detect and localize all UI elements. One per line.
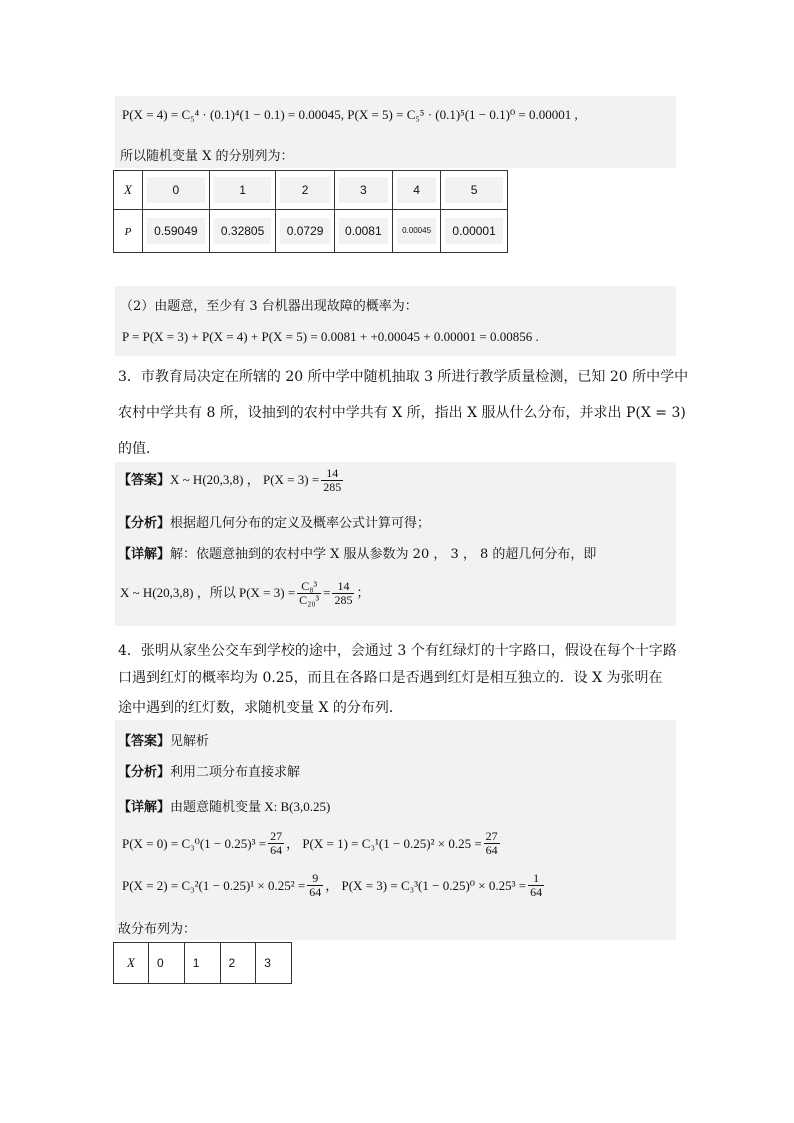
q4-equation-line2: P(X = 2) = C₃²(1 − 0.25)¹ × 0.25² = $\frac{9}{64}$ ， P(X = 3) = C₃³(1 − 0.25)⁰ × 0.25³ = $\frac{1}{64}$ [122,871,543,900]
table-cell: 0 [143,171,210,210]
q3-answer [118,467,345,494]
result-fraction: $\frac{14}{285}$ [334,579,353,608]
fraction: $\frac{27}{64}$ [270,829,283,858]
fraction: $\frac{9}{64}$ [309,871,322,900]
table-cell: 4 [392,171,440,210]
q4-text-line1: 4．张明从家坐公交车到学校的途中，会通过 3 个有红绿灯的十字路口，假设在每个十字路 [118,643,677,659]
table-cell: 0 [149,943,185,984]
detail-label: 【详解】 [118,547,171,562]
table-row [114,943,292,984]
q4-text-line2: 口遇到红灯的概率均为 0.25，而且在各路口是否遇到红灯是相互独立的．设 X 为张明在 [118,670,663,686]
table-cell: 0.00001 [441,210,508,253]
answer-text: X ~ H(20,3,8) ， P(X = 3) = [170,472,320,488]
formula-px4-px5: P(X = 4) = C₅⁴ · (0.1)⁴(1 − 0.1) = 0.00045, P(X = 5) = C₅⁵ · (0.1)⁵(1 − 0.1)⁰ = 0.00001 , [122,107,578,122]
table-cell: 1 [209,171,276,210]
q3-detail [118,543,596,562]
table-cell: P [114,210,143,253]
analysis-label: 【分析】 [118,516,171,531]
part2-heading: （2）由题意，至少有 3 台机器出现故障的概率为： [120,299,418,314]
table-cell: X [114,171,143,210]
table-row [114,171,508,210]
table-cell: 5 [441,171,508,210]
q4-detail: 【详解】由题意随机变量 X: B(3,0.25) [118,799,331,815]
table-cell: 0.0729 [276,210,334,253]
table-cell: 1 [184,943,220,984]
part2-formula: P = P(X = 3) + P(X = 4) + P(X = 5) = 0.0081 + +0.00045 + 0.00001 = 0.00856 . [122,329,539,344]
detail-text: 解：依题意抽到的农村中学 X 服从参数为 20 ， 3 ， 8 的超几何分布，即 [170,547,597,562]
table-cell: 2 [276,171,334,210]
table-row [114,210,508,253]
q3-text-line3: 的值． [118,441,160,457]
fraction: $\frac{27}{64}$ [485,829,498,858]
q4-text-line3: 途中遇到的红灯数，求随机变量 X 的分布列． [118,700,403,716]
table-cell: 0.00045 [392,210,440,253]
q4-answer: 【答案】见解析 [118,734,210,749]
q4-equation-line1: P(X = 0) = C₃⁰(1 − 0.25)³ = $\frac{27}{64}$ ， P(X = 1) = C₃¹(1 − 0.25)² × 0.25 = $\frac{27}{64}$ [122,829,498,858]
q4-closing-text: 故分布列为： [118,922,197,937]
table-cell: 0.59049 [143,210,210,253]
q3-analysis [118,512,430,531]
analysis-text: 根据超几何分布的定义及概率公式计算可得； [170,516,431,531]
table-cell: 0.0081 [334,210,392,253]
table-intro-text: 所以随机变量 X 的分别列为： [120,149,294,164]
q3-text-line2: 农村中学共有 8 所，设抽到的农村中学共有 X 所，指出 X 服从什么分布，并求出 P(X = 3) [118,405,686,421]
q3-text-line1: 3．市教育局决定在所辖的 20 所中学中随机抽取 3 所进行教学质量检测，已知 20 所中学中 [118,369,689,385]
answer-label: 【答案】 [118,473,171,489]
fraction: $\frac{1}{64}$ [530,871,543,900]
combination-fraction: $\frac{\text{C₈³}}{\text{C₂₀³}}$ [299,579,320,608]
table-cell: X [114,943,149,984]
distribution-table-2 [113,942,292,984]
q3-detail-formula: X ~ H(20,3,8) ，所以 P(X = 3) = $\frac{\text{C₈³}}{\text{C₂₀³}}$ = $\frac{14}{285}$ ； [120,579,370,608]
distribution-table-1 [113,170,508,253]
table-cell: 3 [334,171,392,210]
answer-fraction: $\frac{14}{285}$ [323,466,342,495]
table-cell: 2 [220,943,256,984]
q4-analysis: 【分析】利用二项分布直接求解 [118,765,301,780]
table-cell: 3 [256,943,292,984]
table-cell: 0.32805 [209,210,276,253]
